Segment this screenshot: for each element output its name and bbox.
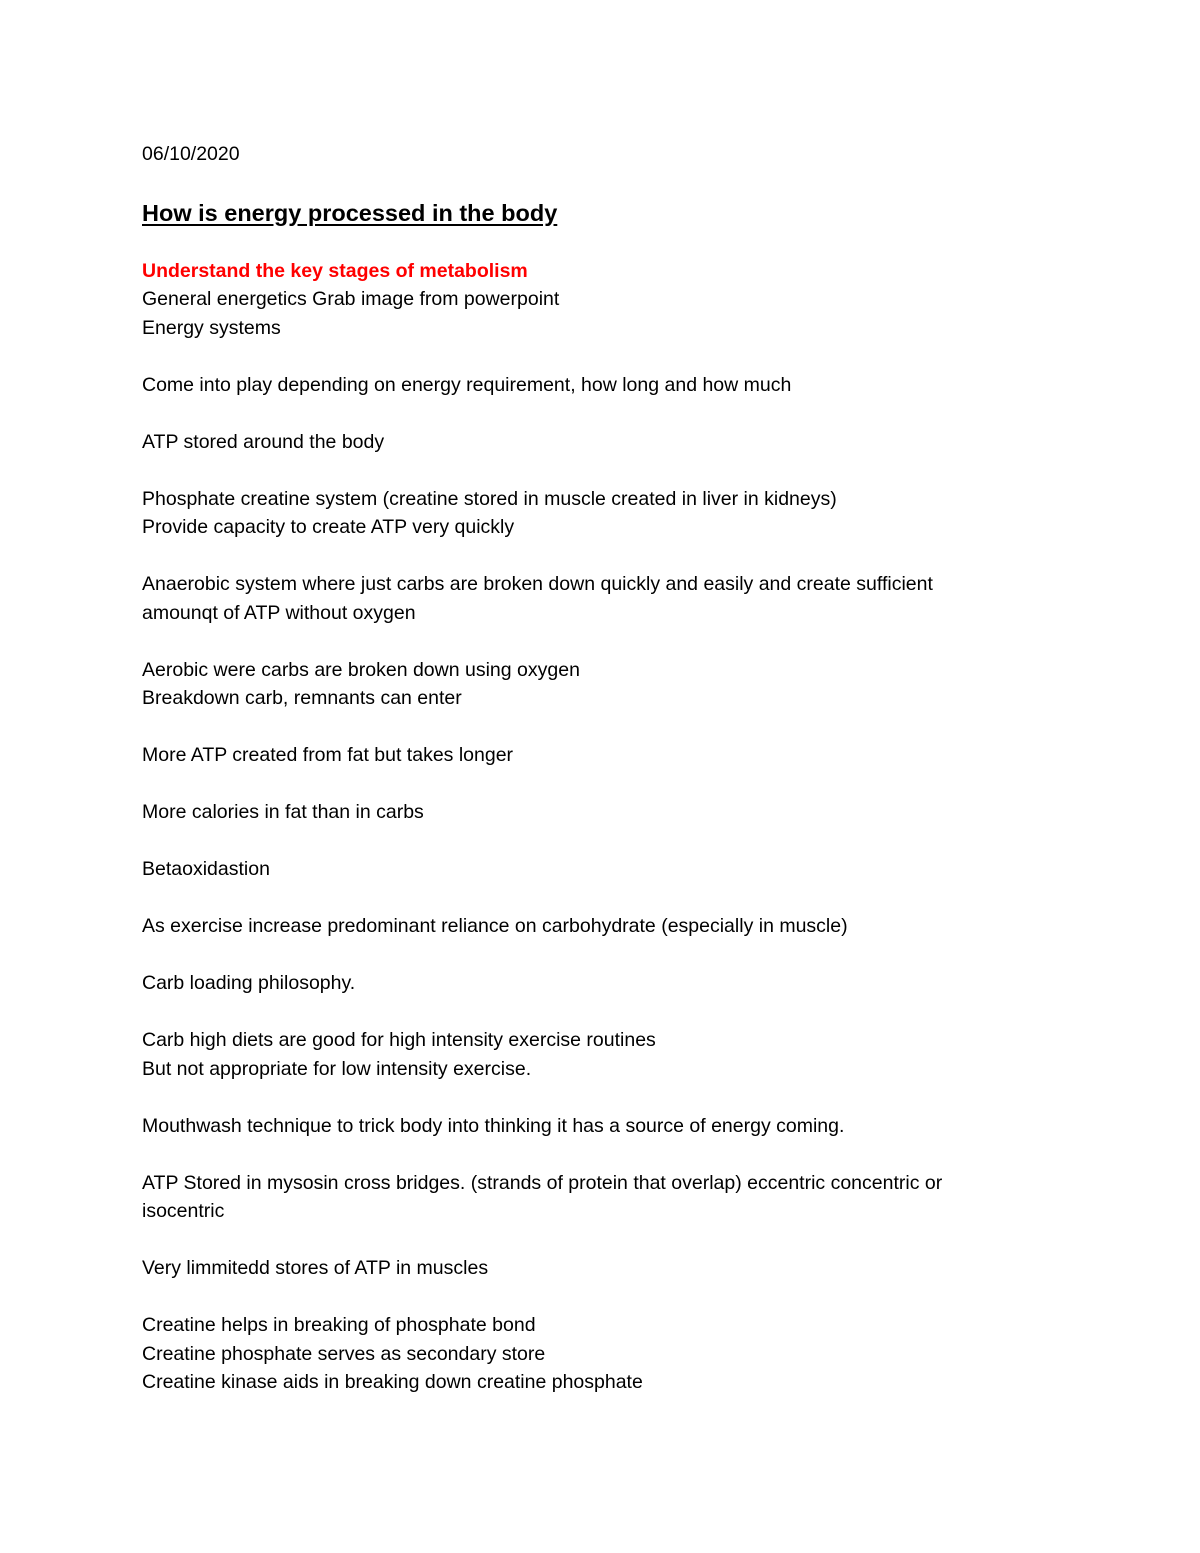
note-line: Provide capacity to create ATP very quickly [142, 516, 515, 538]
note-paragraph [142, 855, 1072, 884]
note-paragraph [142, 1112, 1072, 1141]
note-paragraph [142, 969, 1072, 998]
note-line: Aerobic were carbs are broken down using oxygen [142, 658, 580, 681]
note-paragraph [142, 428, 1072, 457]
document-date: 06/10/2020 [142, 143, 240, 165]
note-line: More ATP created from fat but takes longer [142, 744, 514, 766]
note-line: Betaoxidastion [142, 858, 270, 880]
note-line: More calories in fat than in carbs [142, 801, 424, 823]
section-heading: Understand the key stages of metabolism [142, 259, 528, 282]
note-paragraph [142, 371, 1072, 400]
note-line: But not appropriate for low intensity exercise. [142, 1057, 532, 1080]
note-paragraph [142, 1254, 1072, 1283]
note-line: Carb high diets are good for high intensity exercise routines [142, 1029, 656, 1051]
note-line: Phosphate creatine system (creatine stored in muscle created in liver in kidneys) [142, 487, 837, 510]
note-line: Creatine kinase aids in breaking down creatine phosphate [142, 1371, 643, 1393]
note-line: isocentric [142, 1200, 225, 1222]
note-line: General energetics Grab image from powerpoint [142, 288, 560, 310]
note-line: As exercise increase predominant reliance on carbohydrate (especially in muscle) [142, 915, 848, 937]
note-paragraph [142, 741, 1072, 770]
note-paragraph [142, 912, 1072, 941]
note-paragraph [142, 1169, 1072, 1226]
note-body [142, 285, 1072, 1397]
note-line: ATP stored around the body [142, 430, 385, 453]
note-paragraph [142, 570, 1072, 627]
note-paragraph [142, 1026, 1072, 1083]
note-paragraph [142, 798, 1072, 827]
note-line: Mouthwash technique to trick body into thinking it has a source of energy coming. [142, 1114, 845, 1137]
note-paragraph [142, 1311, 1072, 1397]
note-line: Energy systems [142, 316, 281, 339]
note-paragraph [142, 485, 1072, 542]
note-line: amounqt of ATP without oxygen [142, 601, 416, 624]
note-line: ATP Stored in mysosin cross bridges. (strands of protein that overlap) eccentric concentric or [142, 1171, 943, 1194]
note-paragraph [142, 285, 1072, 342]
note-paragraph [142, 656, 1072, 713]
note-line: Carb loading philosophy. [142, 972, 356, 994]
document-title: How is energy processed in the body [142, 199, 558, 226]
note-line: Creatine helps in breaking of phosphate bond [142, 1314, 536, 1336]
note-line: Very limmitedd stores of ATP in muscles [142, 1257, 489, 1279]
note-line: Anaerobic system where just carbs are broken down quickly and easily and create sufficient [142, 573, 933, 595]
note-line: Breakdown carb, remnants can enter [142, 687, 462, 709]
note-line: Creatine phosphate serves as secondary store [142, 1342, 546, 1365]
note-line: Come into play depending on energy requirement, how long and how much [142, 373, 792, 396]
document-content [142, 140, 1072, 1397]
